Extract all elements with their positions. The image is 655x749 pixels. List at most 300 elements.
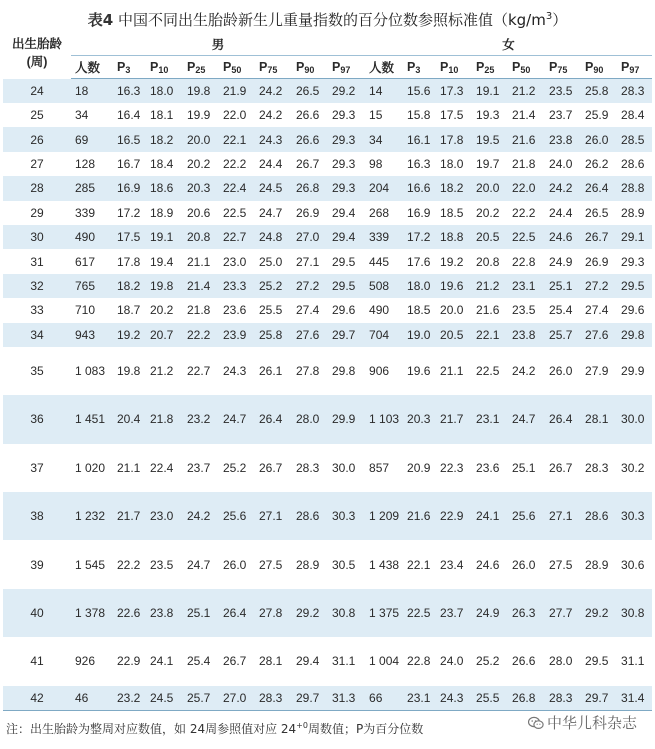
gestational-age-cell: 30 <box>3 225 71 249</box>
male-p25-cell: 23.7 <box>187 460 211 475</box>
male-count-cell: 1 545 <box>75 557 106 572</box>
female-p90-cell: 27.6 <box>581 323 617 347</box>
percentile-letter: P <box>476 59 485 74</box>
female-header: 女 <box>365 33 652 56</box>
female-count-cell: 1 103 <box>365 395 403 443</box>
percentile-subscript: 97 <box>340 64 351 75</box>
female-p3-cell: 22.1 <box>407 557 431 572</box>
female-count-cell: 14 <box>365 79 403 104</box>
table-row <box>3 637 652 685</box>
percentile-letter: P <box>187 59 196 74</box>
footnote <box>6 720 423 737</box>
female-p90-cell: 26.2 <box>585 156 609 171</box>
female-p75-cell: 24.9 <box>549 254 573 269</box>
female-count-cell: 445 <box>369 254 390 269</box>
female-p25-header <box>472 56 508 79</box>
male-p3-cell: 17.2 <box>117 205 141 220</box>
female-p75-cell: 25.1 <box>545 274 581 298</box>
female-p10-cell: 22.9 <box>436 492 472 540</box>
male-p97-cell: 29.5 <box>332 254 356 269</box>
female-count-cell: 1 209 <box>365 492 403 540</box>
male-p10-cell: 18.1 <box>150 108 174 123</box>
male-p25-cell: 22.7 <box>187 364 211 379</box>
male-p25-cell: 19.8 <box>183 79 219 104</box>
female-p75-cell: 25.4 <box>549 303 573 318</box>
header-row-sex <box>3 33 652 56</box>
gestational-age-cell: 40 <box>3 589 71 637</box>
male-p50-cell: 22.7 <box>219 225 255 249</box>
female-p25-cell: 24.9 <box>472 589 508 637</box>
gestational-age-cell: 31 <box>30 254 44 269</box>
male-p10-cell: 22.4 <box>150 460 174 475</box>
male-p97-cell: 29.7 <box>328 323 365 347</box>
male-p3-cell: 22.9 <box>117 654 141 669</box>
table-row <box>3 201 652 225</box>
female-p75-cell: 27.7 <box>545 589 581 637</box>
male-p25-cell: 24.7 <box>187 557 211 572</box>
male-p97-cell: 31.3 <box>328 686 365 711</box>
female-p25-cell: 20.2 <box>476 205 500 220</box>
female-p25-cell: 22.5 <box>476 364 500 379</box>
female-p10-cell: 18.8 <box>436 225 472 249</box>
female-p90-cell: 29.5 <box>585 654 609 669</box>
male-p10-cell: 23.5 <box>150 557 174 572</box>
male-p50-cell: 22.4 <box>219 176 255 200</box>
female-p75-cell: 26.0 <box>549 364 573 379</box>
table-row <box>3 225 652 249</box>
male-p3-cell: 19.2 <box>113 323 146 347</box>
female-p75-cell: 25.7 <box>545 323 581 347</box>
female-count-cell: 98 <box>369 156 383 171</box>
male-p50-cell: 22.1 <box>219 127 255 151</box>
male-p25-cell: 25.7 <box>183 686 219 711</box>
female-p50-cell: 23.8 <box>508 323 545 347</box>
female-p3-cell: 15.8 <box>407 108 431 123</box>
table-row <box>3 103 652 127</box>
male-count-cell: 1 232 <box>71 492 113 540</box>
female-p50-cell: 24.7 <box>508 395 545 443</box>
female-count-cell: 339 <box>365 225 403 249</box>
female-p90-cell: 28.1 <box>581 395 617 443</box>
female-p25-cell: 23.1 <box>472 395 508 443</box>
female-p3-header <box>403 56 436 79</box>
table-row <box>3 589 652 637</box>
table-row <box>3 249 652 273</box>
female-p10-cell: 20.5 <box>436 323 472 347</box>
female-p25-cell: 19.5 <box>472 127 508 151</box>
male-p97-cell: 30.8 <box>328 589 365 637</box>
percentile-letter: P <box>117 59 126 74</box>
male-p97-cell: 30.5 <box>332 557 356 572</box>
gestational-age-cell: 35 <box>30 364 44 379</box>
female-p75-cell: 24.2 <box>545 176 581 200</box>
percentile-subscript: 25 <box>484 64 495 75</box>
male-p75-cell: 28.1 <box>259 654 283 669</box>
journal-watermark <box>528 712 637 733</box>
gestational-age-cell: 36 <box>3 395 71 443</box>
female-p50-cell: 21.2 <box>508 79 545 104</box>
male-p75-cell: 25.2 <box>255 274 292 298</box>
male-p3-cell: 21.7 <box>113 492 146 540</box>
female-p10-cell: 18.5 <box>440 205 464 220</box>
male-count-cell: 46 <box>71 686 113 711</box>
male-p50-cell: 25.6 <box>219 492 255 540</box>
female-p3-cell: 16.6 <box>403 176 436 200</box>
female-p10-cell: 18.2 <box>436 176 472 200</box>
male-p90-cell: 27.2 <box>292 274 328 298</box>
gestational-age-cell: 29 <box>30 205 44 220</box>
male-count-cell: 128 <box>75 156 96 171</box>
male-p97-cell: 29.3 <box>332 108 356 123</box>
gestational-age-cell: 24 <box>3 79 71 104</box>
female-p90-cell: 28.9 <box>585 557 609 572</box>
female-p90-cell: 26.4 <box>581 176 617 200</box>
male-p75-cell: 24.2 <box>259 108 283 123</box>
male-p97-header <box>328 56 365 79</box>
age-header-line2: (周) <box>26 55 48 69</box>
percentile-letter: P <box>407 59 416 74</box>
female-p3-cell: 18.0 <box>403 274 436 298</box>
journal-name: 中华儿科杂志 <box>547 714 638 732</box>
male-count-cell: 710 <box>75 303 96 318</box>
male-p90-cell: 28.6 <box>292 492 328 540</box>
percentile-letter: P <box>440 59 449 74</box>
male-p50-cell: 22.2 <box>223 156 247 171</box>
female-p50-cell: 26.6 <box>512 654 536 669</box>
female-p90-cell: 26.5 <box>585 205 609 220</box>
male-count-cell: 1 378 <box>71 589 113 637</box>
male-p97-cell: 29.3 <box>332 156 356 171</box>
female-p97-cell: 28.8 <box>617 176 652 200</box>
female-p97-cell: 28.5 <box>617 127 652 151</box>
female-p75-cell: 28.3 <box>545 686 581 711</box>
male-p97-cell: 29.8 <box>332 364 356 379</box>
gestational-age-cell: 33 <box>30 303 44 318</box>
female-p97-cell: 29.6 <box>621 303 645 318</box>
male-p75-cell: 24.8 <box>255 225 292 249</box>
female-p90-cell: 27.2 <box>581 274 617 298</box>
table-row <box>3 686 652 711</box>
male-p10-cell: 19.1 <box>146 225 183 249</box>
female-p3-cell: 17.6 <box>407 254 431 269</box>
female-count-cell: 15 <box>369 108 383 123</box>
female-p3-cell: 23.1 <box>403 686 436 711</box>
female-p10-cell: 17.3 <box>436 79 472 104</box>
table-body <box>3 79 652 711</box>
header-row-columns <box>3 56 652 79</box>
female-p75-cell: 23.8 <box>545 127 581 151</box>
female-p25-cell: 23.6 <box>476 460 500 475</box>
table-row <box>3 176 652 200</box>
male-count-cell: 490 <box>71 225 113 249</box>
female-p10-cell: 23.7 <box>436 589 472 637</box>
male-p90-cell: 26.6 <box>296 108 320 123</box>
female-p90-cell: 27.4 <box>585 303 609 318</box>
male-count-cell: 943 <box>71 323 113 347</box>
female-p97-cell: 31.4 <box>617 686 652 711</box>
male-p90-cell: 27.0 <box>292 225 328 249</box>
male-p25-header <box>183 56 219 79</box>
female-p75-cell: 26.7 <box>549 460 573 475</box>
male-p10-cell: 18.2 <box>146 127 183 151</box>
table-row <box>3 540 652 588</box>
table-row <box>3 152 652 176</box>
table-row <box>3 323 652 347</box>
male-p75-cell: 27.1 <box>255 492 292 540</box>
female-count-header: 人数 <box>365 56 403 79</box>
female-p90-cell: 25.8 <box>581 79 617 104</box>
male-p50-cell: 26.7 <box>223 654 247 669</box>
female-p97-cell: 29.9 <box>621 364 645 379</box>
percentile-letter: P <box>621 59 630 74</box>
male-p90-cell: 28.0 <box>292 395 328 443</box>
male-p90-cell: 26.9 <box>296 205 320 220</box>
percentile-subscript: 25 <box>195 64 206 75</box>
male-p50-header <box>219 56 255 79</box>
male-p10-cell: 23.8 <box>146 589 183 637</box>
female-p75-cell: 26.4 <box>545 395 581 443</box>
male-p50-cell: 26.4 <box>219 589 255 637</box>
female-p97-cell: 28.6 <box>621 156 645 171</box>
male-p97-cell: 29.6 <box>332 303 356 318</box>
male-p75-cell: 25.0 <box>259 254 283 269</box>
female-p3-cell: 16.1 <box>403 127 436 151</box>
title-close: ） <box>552 11 568 29</box>
female-p10-cell: 19.6 <box>436 274 472 298</box>
male-p3-cell: 16.7 <box>117 156 141 171</box>
female-p97-cell: 30.2 <box>621 460 645 475</box>
male-p75-cell: 26.4 <box>255 395 292 443</box>
female-count-cell: 66 <box>365 686 403 711</box>
table-row <box>3 79 652 104</box>
age-header-line1: 出生胎龄 <box>11 37 62 51</box>
percentile-letter: P <box>296 59 305 74</box>
male-p97-cell: 29.4 <box>332 205 356 220</box>
male-p10-cell: 19.8 <box>146 274 183 298</box>
percentile-letter: P <box>223 59 232 74</box>
male-p25-cell: 21.1 <box>187 254 211 269</box>
male-p97-cell: 29.4 <box>328 225 365 249</box>
female-p50-cell: 25.1 <box>512 460 536 475</box>
female-p97-cell: 30.8 <box>617 589 652 637</box>
male-p3-cell: 16.3 <box>113 79 146 104</box>
female-p10-cell: 18.0 <box>440 156 464 171</box>
female-p50-cell: 23.1 <box>508 274 545 298</box>
table-row <box>3 395 652 443</box>
table-title <box>0 6 655 31</box>
male-p50-cell: 22.5 <box>223 205 247 220</box>
female-p25-cell: 20.5 <box>472 225 508 249</box>
male-count-cell: 339 <box>75 205 96 220</box>
gestational-age-cell: 39 <box>30 557 44 572</box>
footnote-text-after: 周数值；P为百分位数 <box>307 722 424 736</box>
female-p97-cell: 30.0 <box>617 395 652 443</box>
male-p50-cell: 23.3 <box>219 274 255 298</box>
female-p10-cell: 23.4 <box>440 557 464 572</box>
female-p50-cell: 24.2 <box>512 364 536 379</box>
female-p90-cell: 26.7 <box>581 225 617 249</box>
female-p50-cell: 23.5 <box>512 303 536 318</box>
percentile-subscript: 97 <box>629 64 640 75</box>
male-p90-cell: 27.6 <box>292 323 328 347</box>
percentile-subscript: 90 <box>593 64 604 75</box>
female-p10-cell: 21.7 <box>436 395 472 443</box>
male-p75-cell: 26.1 <box>259 364 283 379</box>
female-p3-cell: 19.6 <box>407 364 431 379</box>
table-row <box>3 298 652 322</box>
female-p97-cell: 29.8 <box>617 323 652 347</box>
female-p50-cell: 26.3 <box>508 589 545 637</box>
male-p25-cell: 21.4 <box>183 274 219 298</box>
female-count-cell: 1 438 <box>369 557 400 572</box>
male-p97-cell: 30.3 <box>328 492 365 540</box>
male-count-cell: 617 <box>75 254 96 269</box>
female-p3-cell: 15.6 <box>403 79 436 104</box>
male-p25-cell: 20.8 <box>183 225 219 249</box>
male-p75-cell: 24.2 <box>255 79 292 104</box>
female-p10-cell: 19.2 <box>440 254 464 269</box>
male-p10-cell: 24.5 <box>146 686 183 711</box>
female-p97-header <box>617 56 652 79</box>
female-p3-cell: 20.9 <box>407 460 431 475</box>
percentile-letter: P <box>332 59 341 74</box>
gestational-age-cell: 37 <box>30 460 44 475</box>
female-p90-header <box>581 56 617 79</box>
male-p3-cell: 23.2 <box>113 686 146 711</box>
male-p3-cell: 16.9 <box>113 176 146 200</box>
male-p50-cell: 26.0 <box>223 557 247 572</box>
percentile-letter: P <box>150 59 159 74</box>
female-p10-header <box>436 56 472 79</box>
male-p3-cell: 22.6 <box>113 589 146 637</box>
male-p90-cell: 28.3 <box>296 460 320 475</box>
female-count-cell: 1 004 <box>369 654 400 669</box>
female-p75-cell: 24.0 <box>549 156 573 171</box>
female-p50-header <box>508 56 545 79</box>
male-p75-cell: 25.8 <box>255 323 292 347</box>
percentile-letter: P <box>549 59 558 74</box>
female-p90-cell: 29.2 <box>581 589 617 637</box>
percentile-subscript: 90 <box>304 64 315 75</box>
percentile-subscript: 50 <box>231 64 242 75</box>
female-count-cell: 490 <box>369 303 390 318</box>
gestational-age-cell: 26 <box>3 127 71 151</box>
percentile-letter: P <box>585 59 594 74</box>
male-p3-cell: 16.4 <box>117 108 141 123</box>
female-p75-cell: 28.0 <box>549 654 573 669</box>
male-p3-cell: 17.8 <box>117 254 141 269</box>
female-p50-cell: 22.2 <box>512 205 536 220</box>
female-p50-cell: 22.5 <box>508 225 545 249</box>
gestational-age-cell: 42 <box>3 686 71 711</box>
male-p97-cell: 31.1 <box>332 654 356 669</box>
male-p50-cell: 23.6 <box>223 303 247 318</box>
female-p75-cell: 23.5 <box>545 79 581 104</box>
female-p90-cell: 26.0 <box>581 127 617 151</box>
percentile-table <box>3 33 652 711</box>
female-count-cell: 34 <box>365 127 403 151</box>
female-p90-cell: 27.9 <box>585 364 609 379</box>
male-p75-cell: 25.5 <box>259 303 283 318</box>
female-p97-cell: 30.3 <box>617 492 652 540</box>
male-count-cell: 34 <box>75 108 89 123</box>
gestational-age-cell: 32 <box>3 274 71 298</box>
female-p50-cell: 26.0 <box>512 557 536 572</box>
footnote-text-before: 注：出生胎龄为整周对应数值，如 24周参照值对应 24 <box>6 722 297 736</box>
female-p90-cell: 29.7 <box>581 686 617 711</box>
female-p97-cell: 28.4 <box>621 108 645 123</box>
title-superscript: 3 <box>545 11 553 22</box>
male-p75-cell: 24.7 <box>259 205 283 220</box>
male-p90-cell: 27.4 <box>296 303 320 318</box>
male-count-cell: 285 <box>71 176 113 200</box>
female-p50-cell: 21.8 <box>512 156 536 171</box>
female-p3-cell: 21.6 <box>403 492 436 540</box>
male-p90-cell: 26.5 <box>292 79 328 104</box>
table-row <box>3 127 652 151</box>
percentile-subscript: 10 <box>158 64 169 75</box>
male-p50-cell: 27.0 <box>219 686 255 711</box>
female-p25-cell: 24.1 <box>472 492 508 540</box>
male-count-cell: 765 <box>71 274 113 298</box>
percentile-subscript: 3 <box>415 64 421 75</box>
male-p25-cell: 20.0 <box>183 127 219 151</box>
male-p97-cell: 29.2 <box>328 79 365 104</box>
female-p3-cell: 22.5 <box>403 589 436 637</box>
footnote-superscript: +0 <box>296 721 308 730</box>
table-row <box>3 444 652 492</box>
female-p97-cell: 28.9 <box>621 205 645 220</box>
female-p50-cell: 25.6 <box>508 492 545 540</box>
gestational-age-cell: 27 <box>30 156 44 171</box>
male-p10-cell: 18.6 <box>146 176 183 200</box>
male-p10-cell: 18.0 <box>146 79 183 104</box>
female-count-cell: 1 375 <box>365 589 403 637</box>
gestational-age-cell: 38 <box>3 492 71 540</box>
female-p75-cell: 27.1 <box>545 492 581 540</box>
table-container <box>3 33 652 711</box>
male-p90-cell: 28.9 <box>296 557 320 572</box>
male-p50-cell: 24.3 <box>223 364 247 379</box>
female-p75-cell: 23.7 <box>549 108 573 123</box>
female-p10-cell: 17.5 <box>440 108 464 123</box>
gestational-age-cell: 41 <box>30 654 44 669</box>
male-count-cell: 69 <box>71 127 113 151</box>
male-p3-cell: 22.2 <box>117 557 141 572</box>
male-header: 男 <box>71 33 365 56</box>
table-row <box>3 274 652 298</box>
female-p3-cell: 18.5 <box>407 303 431 318</box>
male-p25-cell: 19.9 <box>187 108 211 123</box>
table-row <box>3 492 652 540</box>
female-p3-cell: 16.3 <box>407 156 431 171</box>
table-number: 表4 <box>87 11 114 29</box>
male-p10-cell: 20.7 <box>146 323 183 347</box>
male-p90-header <box>292 56 328 79</box>
male-p25-cell: 24.2 <box>183 492 219 540</box>
male-p3-cell: 21.1 <box>117 460 141 475</box>
male-p75-cell: 24.4 <box>259 156 283 171</box>
male-p25-cell: 20.6 <box>187 205 211 220</box>
male-p50-cell: 22.0 <box>223 108 247 123</box>
female-p25-cell: 21.6 <box>476 303 500 318</box>
female-p97-cell: 28.3 <box>617 79 652 104</box>
female-p10-cell: 21.1 <box>440 364 464 379</box>
male-p90-cell: 27.8 <box>296 364 320 379</box>
female-p75-cell: 27.5 <box>549 557 573 572</box>
female-p3-cell: 16.9 <box>407 205 431 220</box>
male-p90-cell: 29.2 <box>292 589 328 637</box>
